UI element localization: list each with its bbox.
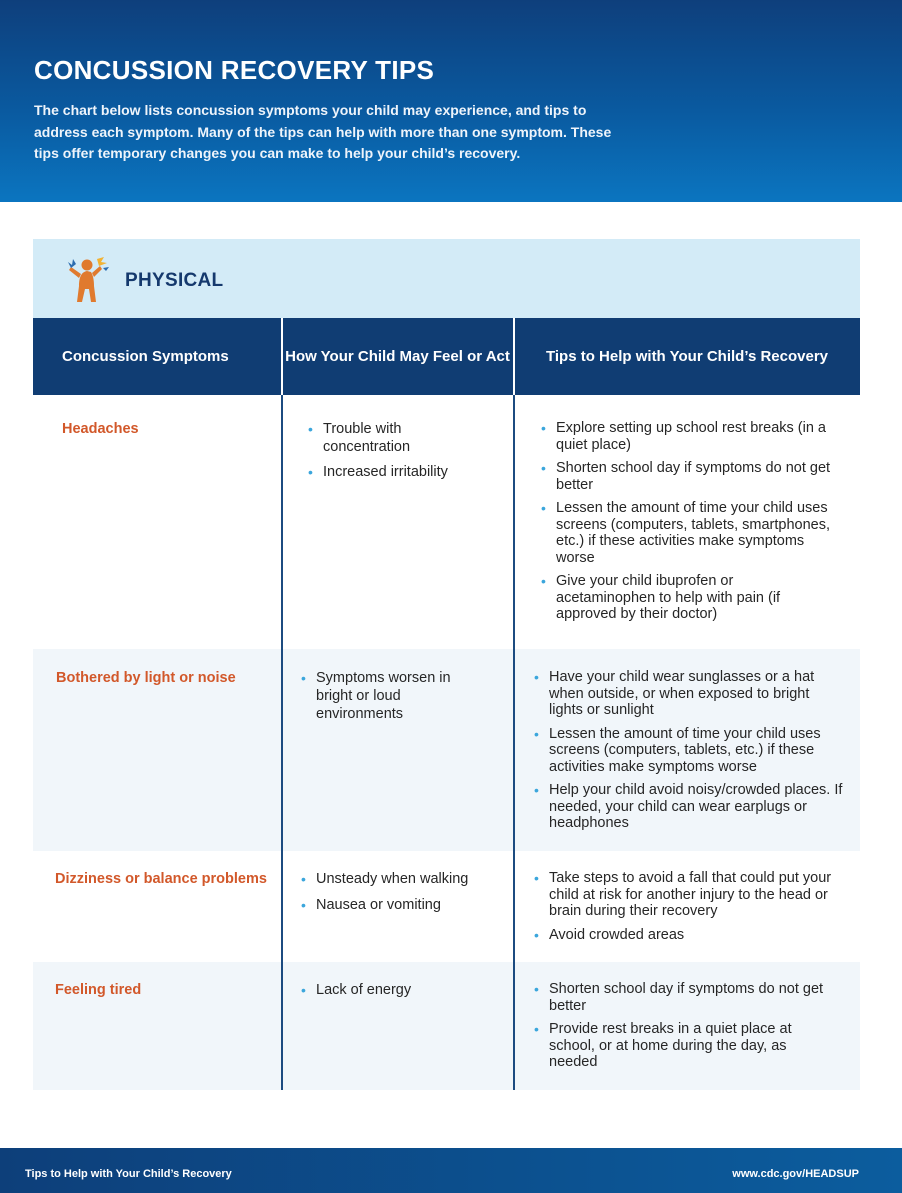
list-item: • Lessen the amount of time your child uses screens (computers, tablets, smartphones, etc.) if these activities make symptoms worse	[541, 500, 833, 566]
list-item: • Take steps to avoid a fall that could put your child at risk for another injury to the head or brain during their recovery	[534, 870, 834, 920]
column-header-tips: Tips to Help with Your Child’s Recovery	[546, 348, 828, 365]
tips-list	[534, 981, 824, 1071]
column-header-feel: How Your Child May Feel or Act	[285, 348, 510, 365]
page-title: CONCUSSION RECOVERY TIPS	[34, 55, 435, 85]
tips-list	[534, 870, 834, 943]
feel-list	[301, 870, 501, 914]
tips-list	[534, 669, 846, 832]
feel-list	[301, 981, 501, 999]
list-item: • Lessen the amount of time your child uses screens (computers, tablets, etc.) if these activities make symptoms worse	[534, 726, 846, 776]
list-item: • Provide rest breaks in a quiet place at school, or at home during the day, as needed	[534, 1021, 824, 1071]
feel-list	[308, 420, 468, 481]
list-item: • Nausea or vomiting	[301, 896, 501, 914]
list-item: • Increased irritability	[308, 463, 468, 481]
table-header	[33, 318, 860, 395]
column-header-symptoms: Concussion Symptoms	[62, 348, 229, 365]
page-header	[0, 0, 902, 202]
list-item: • Explore setting up school rest breaks (in a quiet place)	[541, 420, 833, 453]
list-item: • Give your child ibuprofen or acetaminophen to help with pain (if approved by their doctor)	[541, 573, 833, 623]
list-item: • Have your child wear sunglasses or a hat when outside, or when exposed to bright lights or sunlight	[534, 669, 846, 719]
table-row	[33, 962, 860, 1090]
list-item: • Shorten school day if symptoms do not get better	[534, 981, 824, 1014]
column-divider	[513, 395, 515, 1090]
list-item: • Unsteady when walking	[301, 870, 501, 888]
page-footer	[0, 1148, 902, 1193]
list-item: • Help your child avoid noisy/crowded places. If needed, your child can wear earplugs or headphones	[534, 782, 846, 832]
table-row	[33, 395, 860, 649]
footer-url-link[interactable]: www.cdc.gov/HEADSUP	[732, 1168, 859, 1180]
intro-text: The chart below lists concussion symptoms your child may experience, and tips to address each symptom. Many of the tips can help with more than one symptom. These tips offer temporary changes you can make to help your child’s recovery.	[34, 102, 612, 161]
category-banner	[33, 239, 860, 318]
list-item: • Avoid crowded areas	[534, 927, 834, 944]
footer-title: Tips to Help with Your Child’s Recovery	[25, 1168, 232, 1180]
symptom-label: Bothered by light or noise	[56, 670, 236, 686]
list-item: • Lack of energy	[301, 981, 501, 999]
feel-list	[301, 669, 461, 723]
symptom-label: Dizziness or balance problems	[55, 871, 267, 887]
list-item: • Trouble with concentration	[308, 420, 468, 456]
symptom-label: Feeling tired	[55, 982, 142, 998]
column-divider	[281, 395, 283, 1090]
symptom-label: Headaches	[62, 421, 139, 437]
table-row	[33, 649, 860, 851]
child-headache-icon	[67, 256, 111, 306]
table-row	[33, 851, 860, 962]
category-label: PHYSICAL	[125, 270, 224, 291]
tips-list	[541, 420, 833, 623]
list-item: • Shorten school day if symptoms do not get better	[541, 460, 833, 493]
list-item: • Symptoms worsen in bright or loud environments	[301, 669, 461, 723]
